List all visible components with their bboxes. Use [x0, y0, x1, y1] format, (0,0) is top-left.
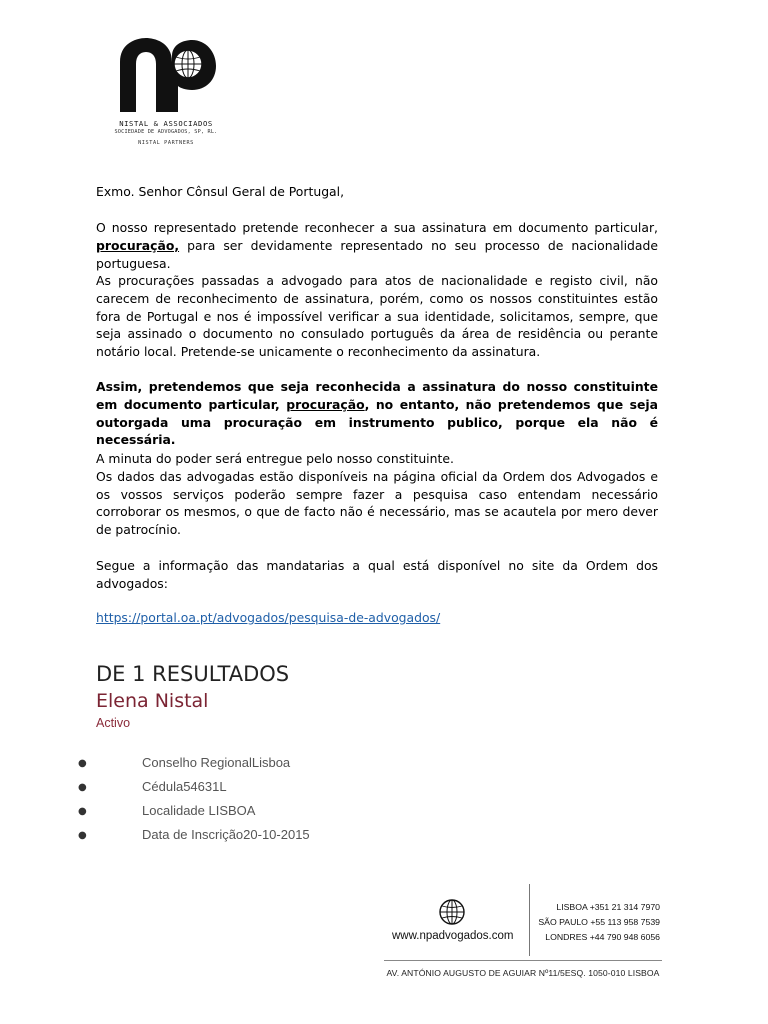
paragraph-1-text-b: para ser devidamente representado no seu processo de nacionalidade portuguesa. [96, 237, 658, 271]
detail-text: Localidade LISBOA [142, 803, 256, 818]
oa-search-link[interactable]: https://portal.oa.pt/advogados/pesquisa-de-advogados/ [96, 610, 441, 625]
firm-subtitle: SOCIEDADE DE ADVOGADOS, SP, RL. [114, 129, 218, 135]
bullet-icon: ● [78, 782, 87, 793]
firm-address: AV. ANTÓNIO AUGUSTO DE AGUIAR Nº11/5ESQ. 1050-010 LISBOA [386, 968, 660, 978]
procuracao-term: procuração, [96, 237, 180, 253]
letter-footer [384, 884, 664, 984]
detail-item [78, 779, 478, 797]
footer-divider-vertical [529, 884, 530, 956]
detail-text: Cédula54631L [142, 779, 227, 794]
results-heading: DE 1 RESULTADOS [96, 662, 290, 686]
detail-text: Conselho RegionalLisboa [142, 755, 291, 770]
detail-item [78, 803, 478, 821]
phone-sao-paulo: SÃO PAULO +55 113 958 7539 [538, 917, 660, 927]
bullet-icon: ● [78, 830, 87, 841]
procuracao-term-bold: procuração [286, 396, 365, 412]
globe-icon [438, 898, 466, 930]
phone-londres: LONDRES +44 790 948 6056 [545, 932, 660, 942]
bullet-icon: ● [78, 758, 87, 769]
website-text: www.npadvogados.com [392, 930, 514, 942]
lawyer-status: Activo [96, 716, 131, 730]
paragraph-2: As procurações passadas a advogado para atos de nacionalidade e registo civil, não carecem de reconhecimento de assinatura, porém, como os nossos constituintes estão fora de Portugal e nos é impossível verificar a sua identidade, solicitamos, sempre, que seja assinado o documento no consulado português da área de residência ou perante notário local. Pretende-se unicamente o reconhecimento da assinatura. [96, 273, 658, 360]
detail-item [78, 755, 478, 773]
paragraph-4: A minuta do poder será entregue pelo nosso constituinte. Os dados das advogadas estão disponíveis na página oficial da Ordem dos Advogados e os vossos serviços poderão sempre fazer a pesquisa caso entendam necessário corroborar os mesmos, o que de facto não é necessário, mas se acautela por mero dever de patrocínio. [96, 451, 658, 538]
phone-list [534, 900, 660, 945]
detail-item [78, 827, 478, 845]
lawyer-name[interactable]: Elena Nistal [96, 690, 209, 712]
paragraph-5: Segue a informação das mandatarias a qual está disponível no site da Ordem dos advogados: [96, 558, 658, 591]
phone-lisboa: LISBOA +351 21 314 7970 [556, 902, 660, 912]
firm-name: NISTAL & ASSOCIADOS [119, 119, 213, 128]
detail-text: Data de Inscrição20-10-2015 [142, 827, 310, 842]
paragraph-3-text-b: , no entanto, não pretendemos que seja outorgada uma procuração em instrumento publico, porque ela não é necessária. [96, 396, 658, 448]
paragraph-3 [96, 378, 658, 449]
greeting: Exmo. Senhor Cônsul Geral de Portugal, [96, 184, 345, 199]
footer-divider-horizontal [384, 960, 662, 961]
firm-logo [112, 36, 220, 156]
firm-partners: NISTAL PARTNERS [138, 140, 194, 146]
paragraph-1-text-a: O nosso representado pretende reconhecer a sua assinatura em documento particular, [96, 220, 658, 235]
paragraph-1 [96, 219, 658, 272]
bullet-icon: ● [78, 806, 87, 817]
paragraph-3-text-a: Assim, pretendemos que seja reconhecida a assinatura do nosso constituinte em documento particular, [96, 379, 658, 412]
